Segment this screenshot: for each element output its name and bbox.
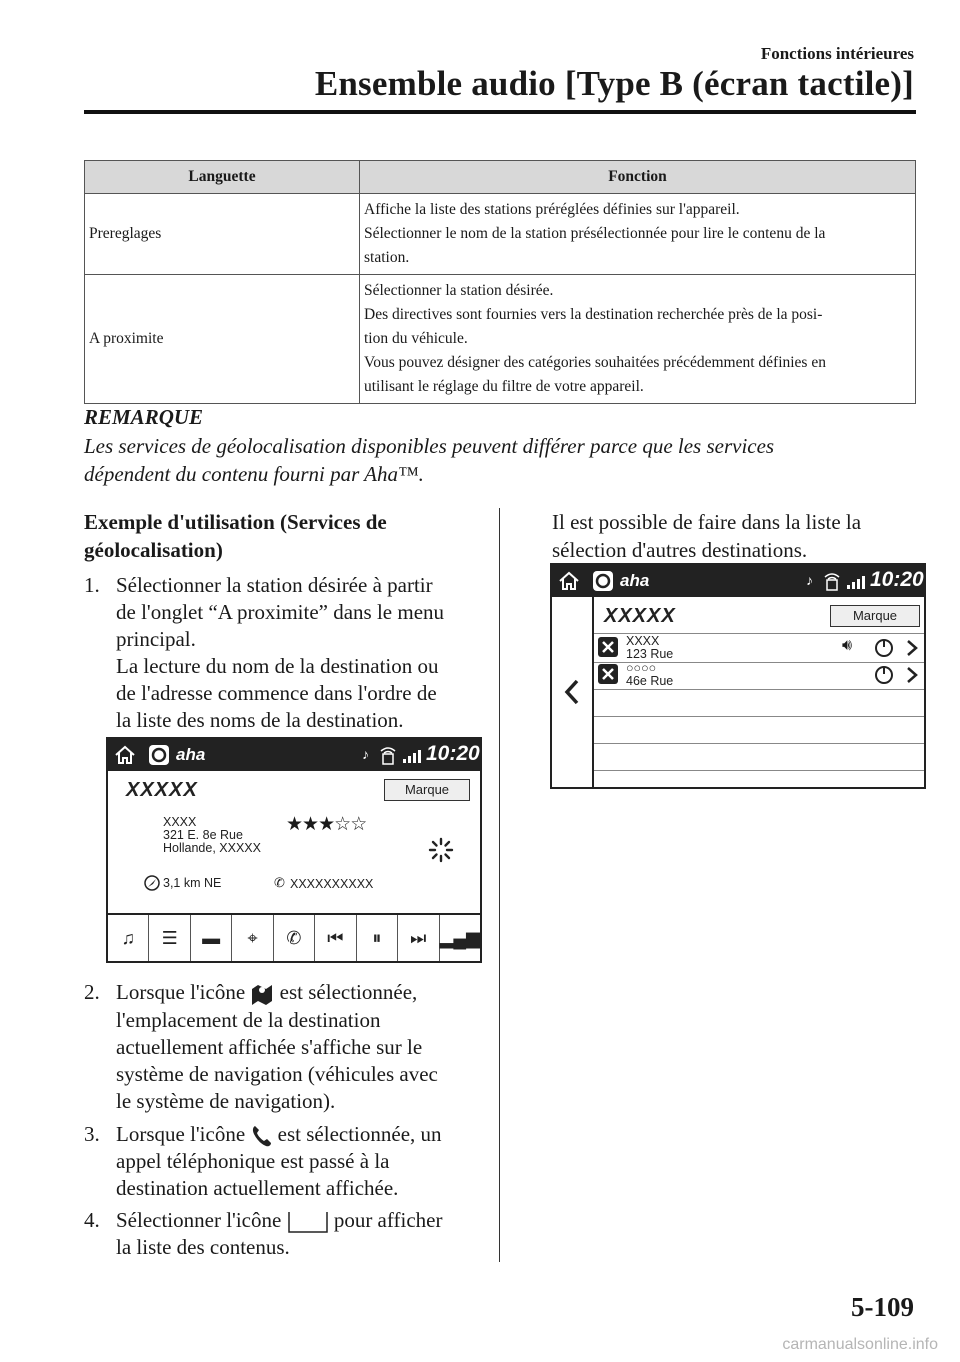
step-line: la liste des contenus. [116, 1235, 290, 1260]
destination-address: 321 E. 8e Rue [163, 828, 243, 842]
star-empty-icon: ☆ [334, 814, 351, 835]
note-line: Les services de géolocalisation disponibles peuvent différer parce que les services [84, 434, 775, 458]
phone-small-icon: ✆ [274, 875, 285, 890]
folder-icon[interactable]: ▬ [191, 915, 232, 961]
blank-button-icon [287, 1210, 329, 1234]
step-line: Sélectionner la station désirée à partir [116, 573, 433, 597]
compass-icon [144, 875, 160, 891]
step-text: est sélectionnée, [279, 980, 418, 1004]
status-bar [108, 739, 480, 771]
back-button[interactable] [552, 597, 594, 787]
table-header-row [85, 161, 916, 194]
marque-button[interactable]: Marque [830, 605, 920, 627]
loading-spinner-icon [428, 837, 454, 863]
step-text: Lorsque l'icône [116, 1122, 246, 1146]
table-row [85, 275, 916, 404]
step-line: La lecture du nom de la destination ou [116, 654, 439, 678]
map-pin-icon[interactable]: ⌖ [232, 915, 273, 961]
watermark: carmanualsonline.info [782, 1336, 938, 1353]
pause-icon[interactable]: ⏸ [357, 915, 398, 961]
column-separator [499, 508, 500, 1262]
marque-button[interactable]: Marque [384, 779, 470, 801]
audio-screen-list [550, 563, 926, 789]
step-line: destination actuellement affichée. [116, 1176, 399, 1201]
page-number: 5-109 [851, 1292, 914, 1322]
distance: 3,1 km NE [163, 876, 222, 890]
info-icon[interactable] [874, 665, 894, 685]
paragraph-line: Il est possible de faire dans la liste la [552, 510, 862, 534]
chapter-title: Ensemble audio [Type B (écran tactile)] [314, 64, 914, 103]
step-line [116, 979, 484, 1007]
station-name: XXXXX [126, 779, 198, 801]
col-header-tab: Languette [85, 161, 360, 194]
equalizer-icon[interactable]: ▂▄▆ [439, 927, 480, 948]
dislike-icon[interactable] [597, 663, 619, 685]
note-text [84, 432, 904, 488]
aha-logo-icon [592, 570, 614, 592]
step-2 [84, 979, 484, 1115]
step-line: l'emplacement de la destination [116, 1008, 381, 1033]
function-line: Des directives sont fournies vers la destination recherchée près de la posi- [364, 306, 823, 323]
step-line: principal. [116, 627, 196, 651]
phone-icon [250, 1124, 272, 1148]
list-item-empty [594, 716, 924, 744]
chevron-right-icon [906, 666, 918, 684]
list-item-text [626, 635, 673, 660]
clock: 10:20 [426, 742, 480, 765]
step-line [116, 1207, 484, 1234]
info-icon[interactable] [874, 638, 894, 658]
step-number: 4. [84, 1208, 100, 1232]
phone-number: XXXXXXXXXX [290, 877, 374, 891]
list-item-name: ○○○○ [626, 661, 657, 675]
list-icon[interactable]: ☰ [149, 915, 190, 961]
function-line: utilisant le réglage du filtre de votre appareil. [364, 378, 644, 395]
phone-icon[interactable]: ✆ [274, 915, 315, 961]
step-text: pour afficher [333, 1208, 443, 1232]
signal-icon [846, 575, 868, 589]
back-chevron-icon [564, 679, 580, 705]
rating-stars [286, 813, 366, 836]
step-line: système de navigation (véhicules avec [116, 1062, 438, 1087]
status-bar [552, 565, 924, 597]
star-filled-icon: ★ [286, 814, 303, 835]
list-item[interactable] [594, 633, 924, 663]
note-line: dépendent du contenu fourni par Aha™. [84, 462, 424, 486]
clock: 10:20 [870, 568, 924, 591]
destination-info [163, 816, 261, 855]
aha-logo-icon [148, 744, 170, 766]
list-item-name: XXXX [626, 634, 660, 648]
function-line: Vous pouvez désigner des catégories souhaitées précédemment définies en [364, 354, 826, 371]
map-pin-icon [250, 981, 274, 1007]
function-line: Affiche la liste des stations préréglées définies sur l'appareil. [364, 201, 740, 218]
example-heading-line: géolocalisation) [84, 538, 223, 562]
previous-icon[interactable]: ⏮ [315, 915, 356, 961]
function-line: Sélectionner la station désirée. [364, 282, 554, 299]
note-icon: ♪ [806, 572, 813, 588]
list-item-empty [594, 689, 924, 717]
tab-cell: A proximite [85, 275, 360, 404]
step-text: est sélectionnée, un [277, 1122, 442, 1146]
tab-cell: Prereglages [85, 194, 360, 275]
app-name: aha [620, 571, 650, 590]
signal-icon [402, 749, 424, 763]
list-item-text [626, 662, 673, 687]
function-cell [360, 275, 916, 404]
step-1 [84, 572, 484, 734]
music-icon[interactable]: ♫ [108, 915, 149, 961]
audio-screen-detail [106, 737, 482, 963]
step-line: la liste des noms de la destination. [116, 708, 404, 732]
step-line: de l'onglet “A proximite” dans le menu [116, 600, 445, 624]
star-filled-icon: ★ [302, 814, 319, 835]
control-bar [108, 913, 480, 961]
function-cell [360, 194, 916, 275]
step-line: appel téléphonique est passé à la [116, 1149, 390, 1174]
step-number: 2. [84, 980, 100, 1004]
list-item-address: 46e Rue [626, 673, 674, 688]
next-icon[interactable]: ⏭ [398, 915, 439, 961]
section-label: Fonctions intérieures [760, 44, 914, 63]
note-icon: ♪ [362, 746, 369, 762]
function-line: tion du véhicule. [364, 330, 468, 347]
speaker-icon: 🔊︎ [842, 637, 853, 654]
station-name: XXXXX [604, 605, 676, 627]
wifi-phone-icon [378, 745, 398, 765]
step-line: le système de navigation). [116, 1089, 336, 1114]
chevron-right-icon [906, 639, 918, 657]
example-heading-line: Exemple d'utilisation (Services de [84, 510, 387, 534]
function-table [84, 160, 916, 404]
step-number: 3. [84, 1122, 100, 1146]
paragraph-line: sélection d'autres destinations. [552, 538, 808, 562]
list-item-empty [594, 743, 924, 771]
table-row [85, 194, 916, 275]
col-header-function: Fonction [360, 161, 916, 194]
step-line [116, 1121, 484, 1148]
right-paragraph [552, 508, 922, 564]
home-icon[interactable] [558, 570, 580, 592]
step-4 [84, 1207, 484, 1261]
step-line: de l'adresse commence dans l'ordre de [116, 681, 437, 705]
step-3 [84, 1121, 484, 1202]
app-name: aha [176, 745, 206, 764]
note-heading: REMARQUE [84, 405, 204, 429]
list-item-address: 123 Rue [626, 646, 674, 661]
header-rule [84, 110, 916, 114]
star-empty-icon: ☆ [350, 814, 367, 835]
list-item[interactable] [594, 661, 924, 690]
destination-city: Hollande, XXXXX [163, 841, 261, 855]
example-heading [84, 508, 484, 564]
dislike-icon[interactable] [597, 636, 619, 658]
star-filled-icon: ★ [318, 814, 335, 835]
step-text: Sélectionner l'icône [116, 1208, 282, 1232]
home-icon[interactable] [114, 744, 136, 766]
step-line: actuellement affichée s'affiche sur le [116, 1035, 423, 1060]
destination-name: XXXX [163, 815, 197, 829]
function-line: Sélectionner le nom de la station présélectionnée pour lire le contenu de la [364, 225, 826, 242]
function-line: station. [364, 249, 410, 266]
step-text: Lorsque l'icône [116, 980, 246, 1004]
wifi-phone-icon [822, 571, 842, 591]
step-number: 1. [84, 573, 100, 597]
